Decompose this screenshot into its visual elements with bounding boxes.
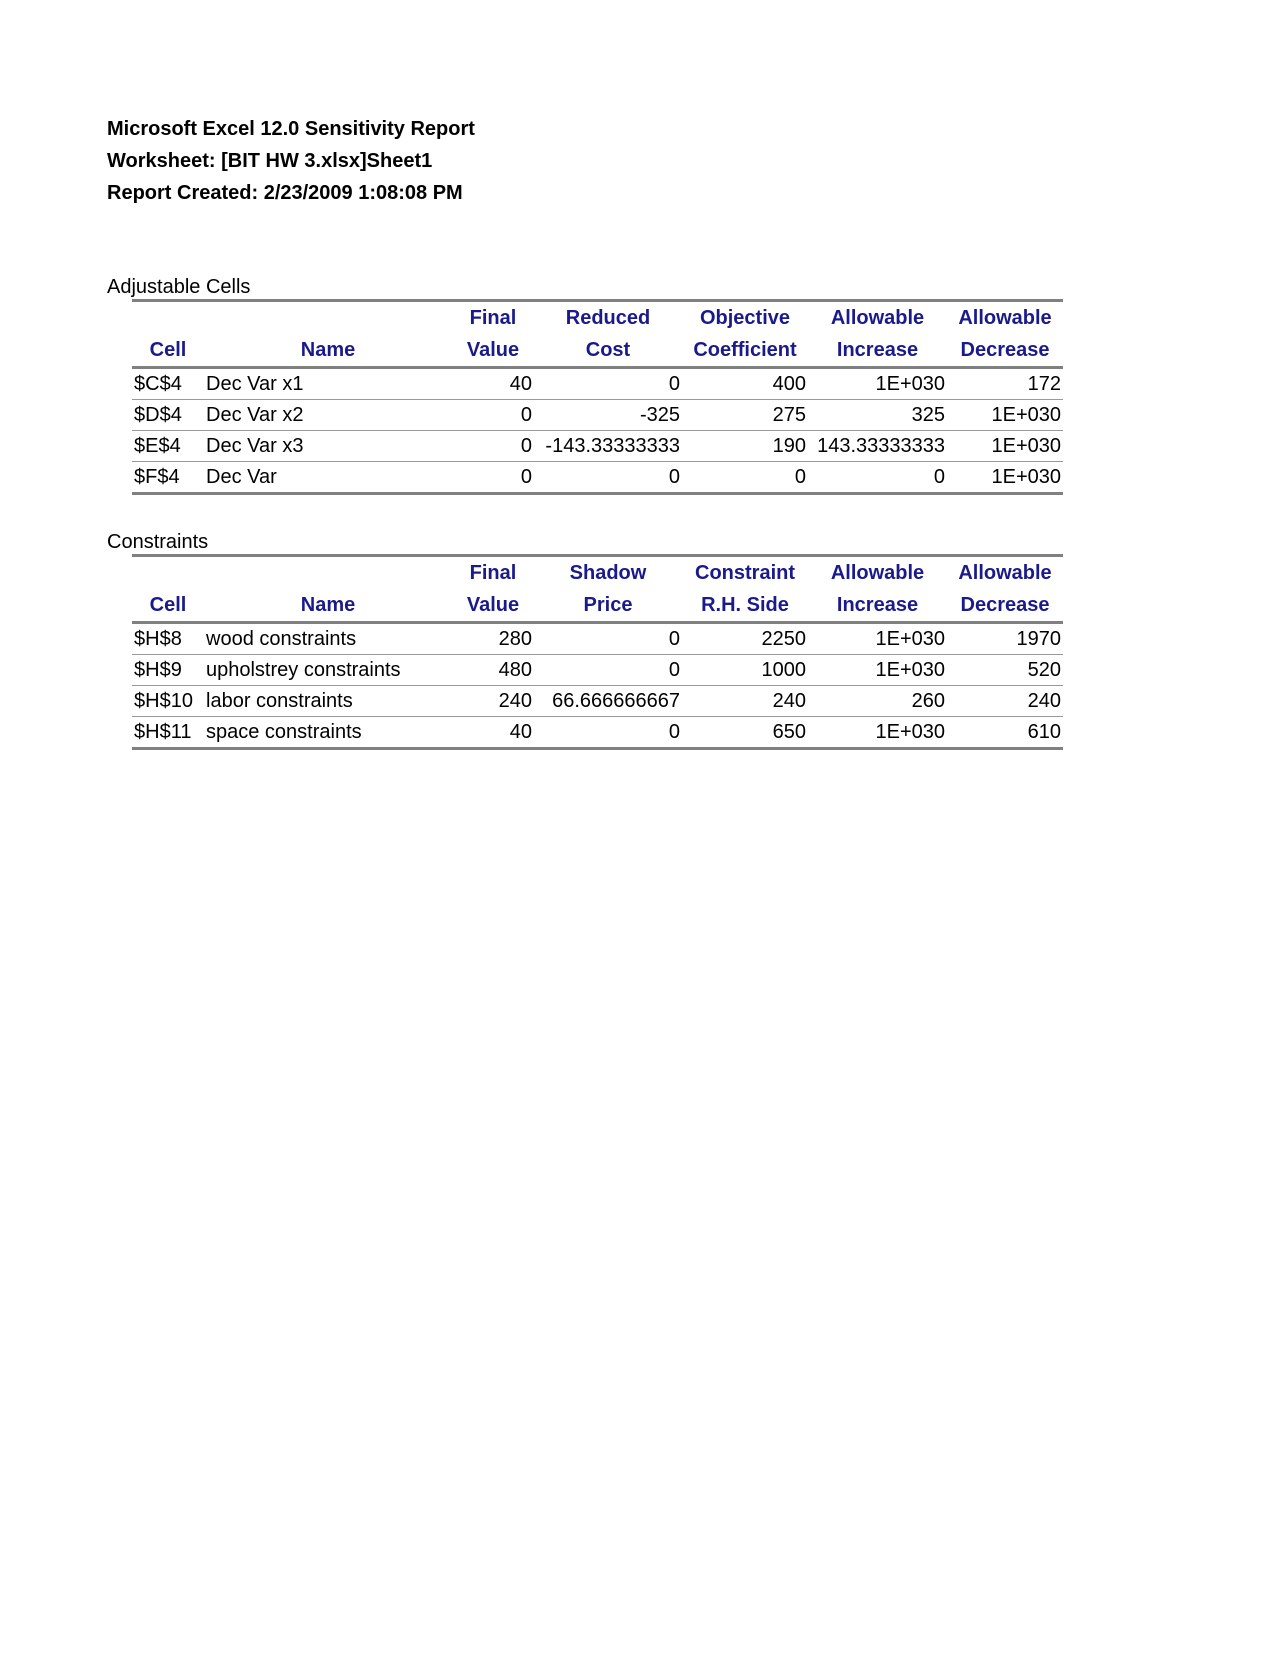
column-header: Value bbox=[452, 334, 534, 368]
report-title: Microsoft Excel 12.0 Sensitivity Report bbox=[107, 118, 475, 140]
table-row bbox=[132, 462, 1063, 494]
cell-name: space constraints bbox=[204, 717, 452, 749]
allowable-increase: 1E+030 bbox=[808, 623, 947, 655]
column-header: Decrease bbox=[947, 589, 1063, 623]
constraint-rh-side: 1000 bbox=[682, 655, 808, 686]
cell-name: Dec Var x2 bbox=[204, 400, 452, 431]
cell-name: Dec Var bbox=[204, 462, 452, 494]
reduced-cost: -325 bbox=[534, 400, 682, 431]
objective-coefficient: 400 bbox=[682, 368, 808, 400]
cell-name: Dec Var x1 bbox=[204, 368, 452, 400]
table-row bbox=[132, 431, 1063, 462]
final-value: 280 bbox=[452, 623, 534, 655]
adjustable-cells-title: Adjustable Cells bbox=[107, 276, 251, 298]
shadow-price: 0 bbox=[534, 717, 682, 749]
final-value: 0 bbox=[452, 431, 534, 462]
report-created: Report Created: 2/23/2009 1:08:08 PM bbox=[107, 182, 463, 204]
adjustable-cells-table bbox=[132, 299, 1063, 495]
cell-ref: $H$11 bbox=[132, 717, 204, 749]
column-header: Allowable bbox=[947, 556, 1063, 590]
column-header: Increase bbox=[808, 589, 947, 623]
allowable-decrease: 1970 bbox=[947, 623, 1063, 655]
column-header: Cost bbox=[534, 334, 682, 368]
column-header bbox=[204, 556, 452, 590]
column-header: Cell bbox=[132, 589, 204, 623]
objective-coefficient: 275 bbox=[682, 400, 808, 431]
final-value: 40 bbox=[452, 368, 534, 400]
allowable-increase: 1E+030 bbox=[808, 368, 947, 400]
cell-ref: $H$9 bbox=[132, 655, 204, 686]
column-header: Allowable bbox=[808, 556, 947, 590]
column-header: Objective bbox=[682, 301, 808, 335]
constraints-table bbox=[132, 554, 1063, 750]
column-header: Allowable bbox=[947, 301, 1063, 335]
table-row bbox=[132, 623, 1063, 655]
column-header: Decrease bbox=[947, 334, 1063, 368]
column-header: Value bbox=[452, 589, 534, 623]
constraint-rh-side: 2250 bbox=[682, 623, 808, 655]
column-header: Final bbox=[452, 301, 534, 335]
header-row-bottom bbox=[132, 589, 1063, 623]
allowable-decrease: 240 bbox=[947, 686, 1063, 717]
column-header: Name bbox=[204, 589, 452, 623]
report-header bbox=[107, 113, 475, 209]
allowable-decrease: 1E+030 bbox=[947, 431, 1063, 462]
objective-coefficient: 190 bbox=[682, 431, 808, 462]
column-header: Price bbox=[534, 589, 682, 623]
header-row-top bbox=[132, 556, 1063, 590]
cell-name: Dec Var x3 bbox=[204, 431, 452, 462]
cell-ref: $H$10 bbox=[132, 686, 204, 717]
final-value: 0 bbox=[452, 400, 534, 431]
header-row-top bbox=[132, 301, 1063, 335]
shadow-price: 0 bbox=[534, 655, 682, 686]
header-row-bottom bbox=[132, 334, 1063, 368]
cell-ref: $F$4 bbox=[132, 462, 204, 494]
allowable-increase: 0 bbox=[808, 462, 947, 494]
column-header bbox=[204, 301, 452, 335]
report-worksheet: Worksheet: [BIT HW 3.xlsx]Sheet1 bbox=[107, 150, 433, 172]
cell-ref: $C$4 bbox=[132, 368, 204, 400]
cell-name: upholstrey constraints bbox=[204, 655, 452, 686]
column-header: Allowable bbox=[808, 301, 947, 335]
allowable-increase: 325 bbox=[808, 400, 947, 431]
reduced-cost: -143.33333333 bbox=[534, 431, 682, 462]
table-row bbox=[132, 400, 1063, 431]
constraint-rh-side: 650 bbox=[682, 717, 808, 749]
allowable-increase: 1E+030 bbox=[808, 717, 947, 749]
allowable-decrease: 610 bbox=[947, 717, 1063, 749]
cell-ref: $E$4 bbox=[132, 431, 204, 462]
column-header bbox=[132, 301, 204, 335]
table-row bbox=[132, 655, 1063, 686]
shadow-price: 66.666666667 bbox=[534, 686, 682, 717]
table-row bbox=[132, 717, 1063, 749]
allowable-decrease: 1E+030 bbox=[947, 462, 1063, 494]
table-row bbox=[132, 368, 1063, 400]
column-header: R.H. Side bbox=[682, 589, 808, 623]
constraints-title: Constraints bbox=[107, 531, 209, 553]
cell-name: labor constraints bbox=[204, 686, 452, 717]
allowable-decrease: 1E+030 bbox=[947, 400, 1063, 431]
cell-ref: $H$8 bbox=[132, 623, 204, 655]
column-header: Constraint bbox=[682, 556, 808, 590]
allowable-decrease: 172 bbox=[947, 368, 1063, 400]
allowable-increase: 260 bbox=[808, 686, 947, 717]
column-header: Name bbox=[204, 334, 452, 368]
column-header: Reduced bbox=[534, 301, 682, 335]
column-header: Final bbox=[452, 556, 534, 590]
reduced-cost: 0 bbox=[534, 368, 682, 400]
allowable-decrease: 520 bbox=[947, 655, 1063, 686]
allowable-increase: 143.33333333 bbox=[808, 431, 947, 462]
cell-name: wood constraints bbox=[204, 623, 452, 655]
column-header: Increase bbox=[808, 334, 947, 368]
column-header: Cell bbox=[132, 334, 204, 368]
column-header bbox=[132, 556, 204, 590]
column-header: Shadow bbox=[534, 556, 682, 590]
column-header: Coefficient bbox=[682, 334, 808, 368]
final-value: 480 bbox=[452, 655, 534, 686]
final-value: 240 bbox=[452, 686, 534, 717]
cell-ref: $D$4 bbox=[132, 400, 204, 431]
shadow-price: 0 bbox=[534, 623, 682, 655]
constraint-rh-side: 240 bbox=[682, 686, 808, 717]
final-value: 40 bbox=[452, 717, 534, 749]
final-value: 0 bbox=[452, 462, 534, 494]
reduced-cost: 0 bbox=[534, 462, 682, 494]
allowable-increase: 1E+030 bbox=[808, 655, 947, 686]
objective-coefficient: 0 bbox=[682, 462, 808, 494]
table-row bbox=[132, 686, 1063, 717]
